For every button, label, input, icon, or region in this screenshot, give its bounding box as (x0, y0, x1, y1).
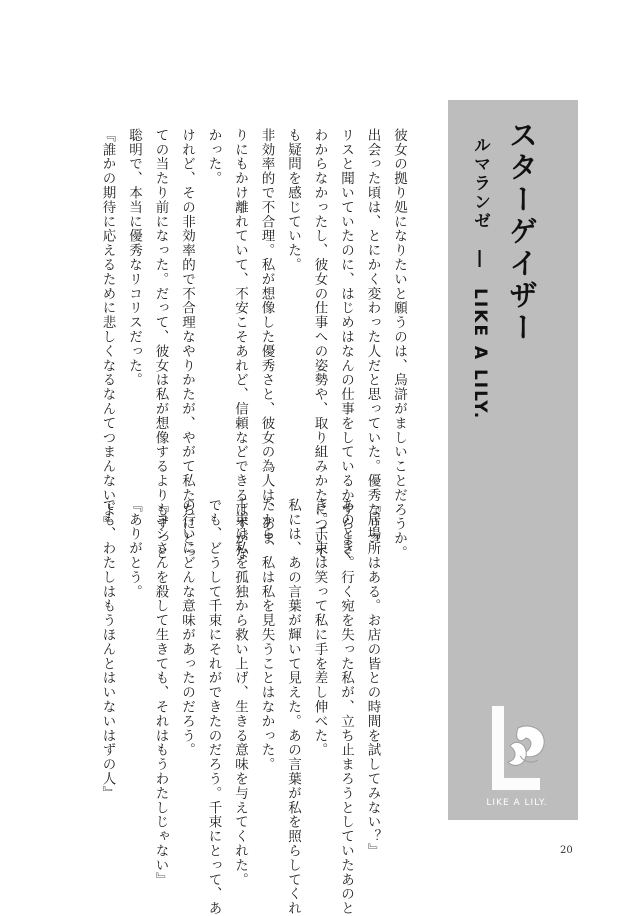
text-line: 非効率的で不合理。私が想像した優秀さと、彼女の為人は、あま (258, 128, 275, 546)
story-subtitle: ルマランゼ ― LIKE A LILY. (470, 136, 490, 421)
text-line: 彼女の拠り処になりたいと願うのは、烏滸がましいことだろうか。 (391, 128, 407, 560)
text-line: けれど、その非効率的で不合理なやりかたが、やがて私たちにとっ (179, 128, 195, 560)
story-title: スターゲイザー (505, 120, 539, 344)
body-text-lower (94, 498, 386, 916)
text-line: 出会った頃は、とにかく変わった人だと思っていた。優秀なリコ (364, 128, 381, 546)
text-line: の行いにどんな意味があったのだろう。 (179, 498, 195, 758)
text-line: でも、どうして千束にそれができたのだろう。千束にとって、あ (205, 498, 222, 916)
text-line: かった。 (205, 128, 222, 186)
text-line: き。千束は笑って私に手を差し伸べた。 (311, 498, 328, 758)
text-line: あのとき。行く宛を失った私が、立ち止まろうとしていたあのと (338, 498, 354, 916)
text-line: 聡明で、本当に優秀なリコリスだった。 (126, 128, 142, 388)
text-line: も疑問を感じていた。 (285, 128, 301, 272)
page-number: 20 (560, 845, 573, 856)
text-line: ての当たり前になった。だって、彼女は私が想像するよりもずっと (152, 128, 169, 560)
logo-caption: LIKE A LILY. (486, 798, 548, 808)
lily-logo-icon (470, 700, 562, 800)
text-line: でも、わたしはもうほんとはいないはずの人』 (99, 498, 116, 801)
text-line: リスと聞いていたのに、はじめはなんの仕事をしているかすらよく (338, 128, 354, 560)
text-line: 千束は私を孤独から救い上げ、生きる意味を与えてくれた。 (232, 498, 248, 887)
text-line: 『ヨシさんを殺して生きても、それはもうわたしじゃない』 (152, 498, 169, 887)
text-line: 『ありがとう。 (126, 498, 142, 599)
text-line: たから、私は私を見失うことはなかった。 (258, 498, 275, 772)
text-line: 『居場所はある。お店の皆との時間を試してみない？』 (364, 498, 381, 858)
text-line: 私には、あの言葉が輝いて見えた。あの言葉が私を照らしてくれ (285, 498, 301, 916)
text-line: わからなかったし、彼女の仕事への姿勢や、取り組みかたについて (311, 128, 328, 560)
text-line: 『誰かの期待に応えるために悲しくなるなんてつまんないよ』 (99, 128, 116, 532)
text-line: りにもかけ離れていて、不安こそあれど、信頼などできるはずがな (232, 128, 248, 560)
